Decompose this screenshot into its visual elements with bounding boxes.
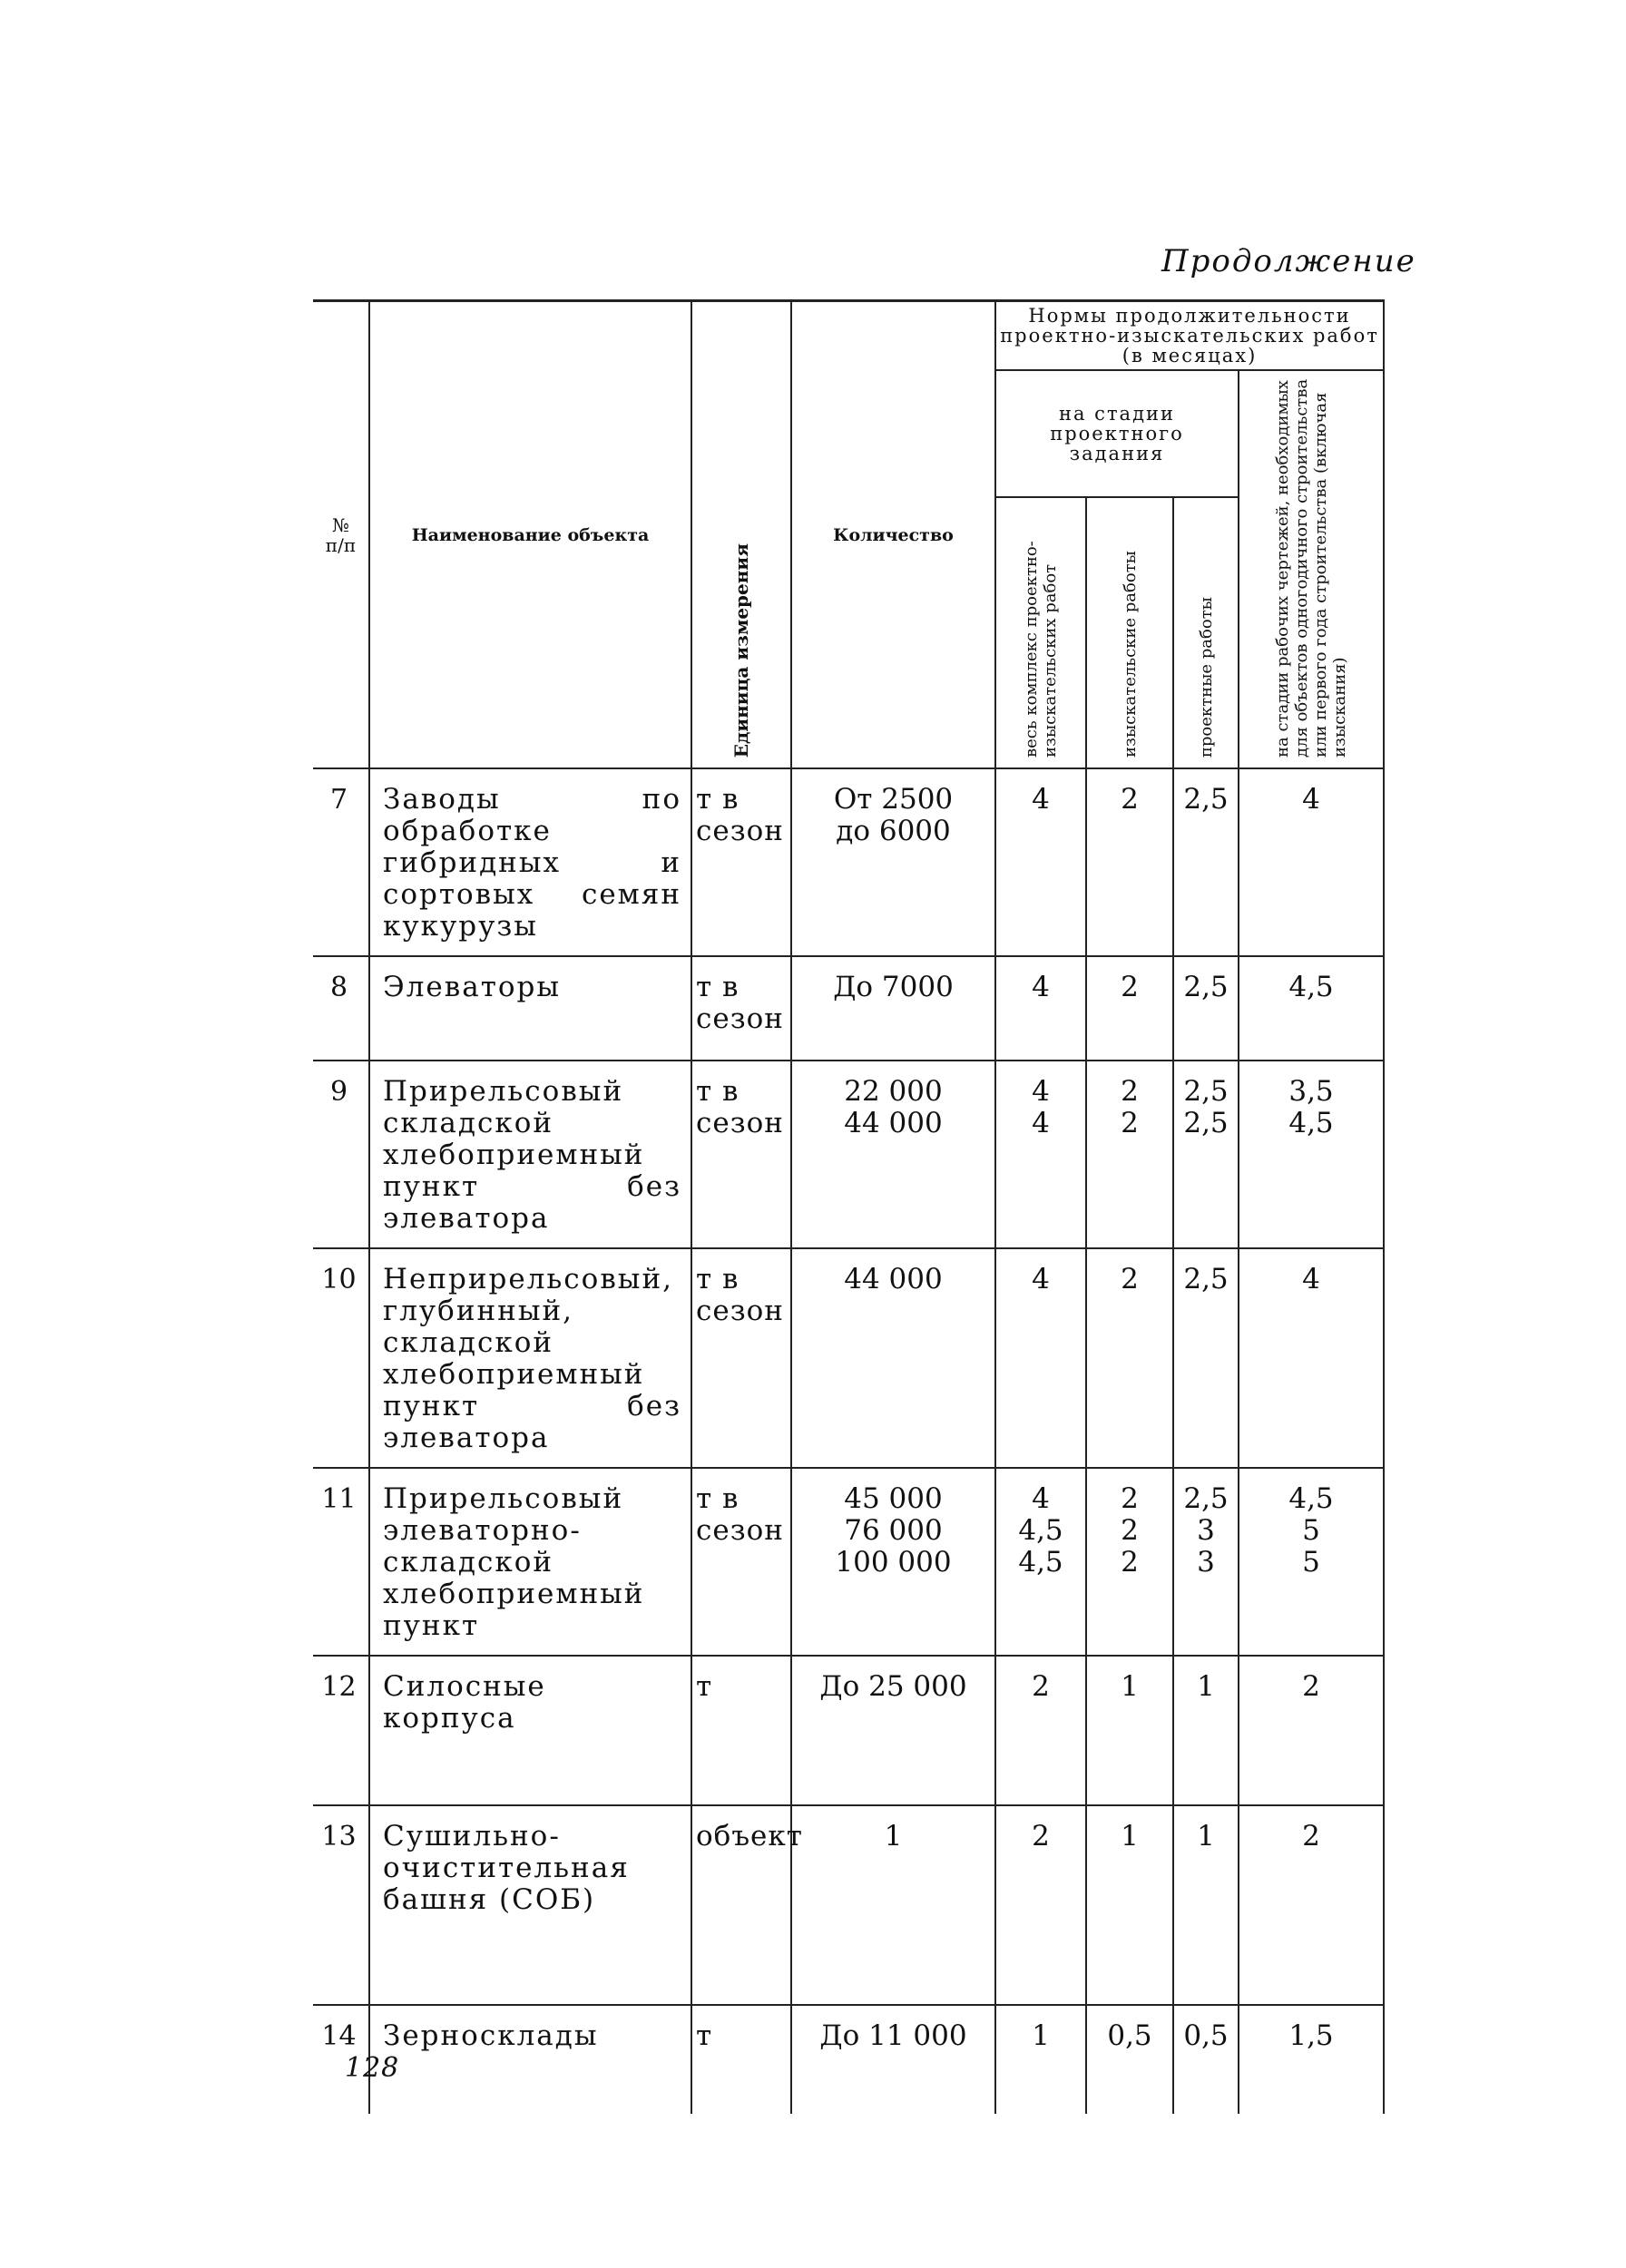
row-object-name: Силосные корпуса: [369, 1656, 691, 1805]
row-quantity: До 25 000: [791, 1656, 995, 1805]
row-quantity: До 7000: [791, 956, 995, 1061]
row-working-drawings: 3,5 4,5: [1239, 1061, 1384, 1248]
header-working-drawings: на стадии рабочих чертежей, необходимых для объектов одногодичного строительства или первого года строительства (включая изыскания): [1239, 370, 1384, 768]
row-design-works: 2,5: [1173, 768, 1239, 956]
row-unit: т в сезон: [691, 1248, 791, 1468]
row-object-name: Неприрельсовый, глубинный, складской хлебоприемный пункт без элеватора: [369, 1248, 691, 1468]
row-all-works: 4 4,5 4,5: [995, 1468, 1086, 1656]
row-working-drawings: 4,5: [1239, 956, 1384, 1061]
row-object-name: Элеваторы: [369, 956, 691, 1061]
row-all-works: 4: [995, 1248, 1086, 1468]
row-object-name: Зерносклады: [369, 2005, 691, 2114]
header-unit: Единица измерения: [691, 301, 791, 769]
header-survey-works: изыскательские работы: [1086, 497, 1173, 768]
row-unit: т в сезон: [691, 1061, 791, 1248]
row-number: 9: [313, 1061, 369, 1248]
row-survey-works: 2: [1086, 1248, 1173, 1468]
row-all-works: 4: [995, 956, 1086, 1061]
row-design-works: 2,5: [1173, 956, 1239, 1061]
table-row: [313, 1061, 1384, 1248]
row-number: 8: [313, 956, 369, 1061]
continuation-label: Продолжение: [1161, 243, 1416, 279]
row-unit: объект: [691, 1805, 791, 2005]
row-quantity: От 2500 до 6000: [791, 768, 995, 956]
row-all-works: 4 4: [995, 1061, 1086, 1248]
row-unit: т в сезон: [691, 768, 791, 956]
header-all-works: весь комплекс проектно-изыскательских работ: [995, 497, 1086, 768]
row-quantity: До 11 000: [791, 2005, 995, 2114]
row-all-works: 2: [995, 1805, 1086, 2005]
row-quantity: 1: [791, 1805, 995, 2005]
table-row: [313, 956, 1384, 1061]
row-survey-works: 2: [1086, 956, 1173, 1061]
row-quantity: 44 000: [791, 1248, 995, 1468]
row-number: 7: [313, 768, 369, 956]
row-design-works: 1: [1173, 1805, 1239, 2005]
row-all-works: 4: [995, 768, 1086, 956]
row-working-drawings: 4: [1239, 1248, 1384, 1468]
row-working-drawings: 1,5: [1239, 2005, 1384, 2114]
header-number: № п/п: [313, 301, 369, 769]
row-working-drawings: 2: [1239, 1656, 1384, 1805]
page-number: 128: [345, 2052, 400, 2084]
table-row: [313, 1248, 1384, 1468]
table-row: [313, 768, 1384, 956]
table-row: [313, 1656, 1384, 1805]
row-object-name: Прирельсовый элеваторно-складской хлебоприемный пункт: [369, 1468, 691, 1656]
table-row: [313, 1468, 1384, 1656]
row-survey-works: 2: [1086, 768, 1173, 956]
row-survey-works: 1: [1086, 1805, 1173, 2005]
table-row: [313, 2005, 1384, 2114]
header-quantity: Количество: [791, 301, 995, 769]
table-body: [313, 768, 1384, 2114]
norms-table: [313, 299, 1385, 2114]
row-number: 13: [313, 1805, 369, 2005]
row-survey-works: 1: [1086, 1656, 1173, 1805]
row-unit: т в сезон: [691, 1468, 791, 1656]
row-survey-works: 0,5: [1086, 2005, 1173, 2114]
row-number: 11: [313, 1468, 369, 1656]
row-number: 12: [313, 1656, 369, 1805]
row-design-works: 0,5: [1173, 2005, 1239, 2114]
header-name: Наименование объекта: [369, 301, 691, 769]
row-unit: т: [691, 1656, 791, 1805]
table-row: [313, 1805, 1384, 2005]
row-number: 10: [313, 1248, 369, 1468]
row-object-name: Прирельсовый складской хлебоприемный пункт без элеватора: [369, 1061, 691, 1248]
row-design-works: 1: [1173, 1656, 1239, 1805]
row-working-drawings: 2: [1239, 1805, 1384, 2005]
row-design-works: 2,5: [1173, 1248, 1239, 1468]
header-design-works: проектные работы: [1173, 497, 1239, 768]
row-unit: т: [691, 2005, 791, 2114]
row-number: 14: [313, 2005, 369, 2114]
row-all-works: 2: [995, 1656, 1086, 1805]
row-quantity: 45 000 76 000 100 000: [791, 1468, 995, 1656]
row-unit: т в сезон: [691, 956, 791, 1061]
row-object-name: Сушильно-очистительная башня (СОБ): [369, 1805, 691, 2005]
header-norms-group: Нормы продолжительности проектно-изыскательских работ (в месяцах): [995, 301, 1384, 371]
row-quantity: 22 000 44 000: [791, 1061, 995, 1248]
row-working-drawings: 4,5 5 5: [1239, 1468, 1384, 1656]
row-all-works: 1: [995, 2005, 1086, 2114]
row-object-name: Заводы по обработке гибридных и сортовых семян кукурузы: [369, 768, 691, 956]
row-survey-works: 2 2 2: [1086, 1468, 1173, 1656]
row-design-works: 2,5 3 3: [1173, 1468, 1239, 1656]
row-working-drawings: 4: [1239, 768, 1384, 956]
row-design-works: 2,5 2,5: [1173, 1061, 1239, 1248]
row-survey-works: 2 2: [1086, 1061, 1173, 1248]
table-header: [313, 301, 1384, 769]
header-design-stage: на стадии проектного задания: [995, 370, 1239, 497]
